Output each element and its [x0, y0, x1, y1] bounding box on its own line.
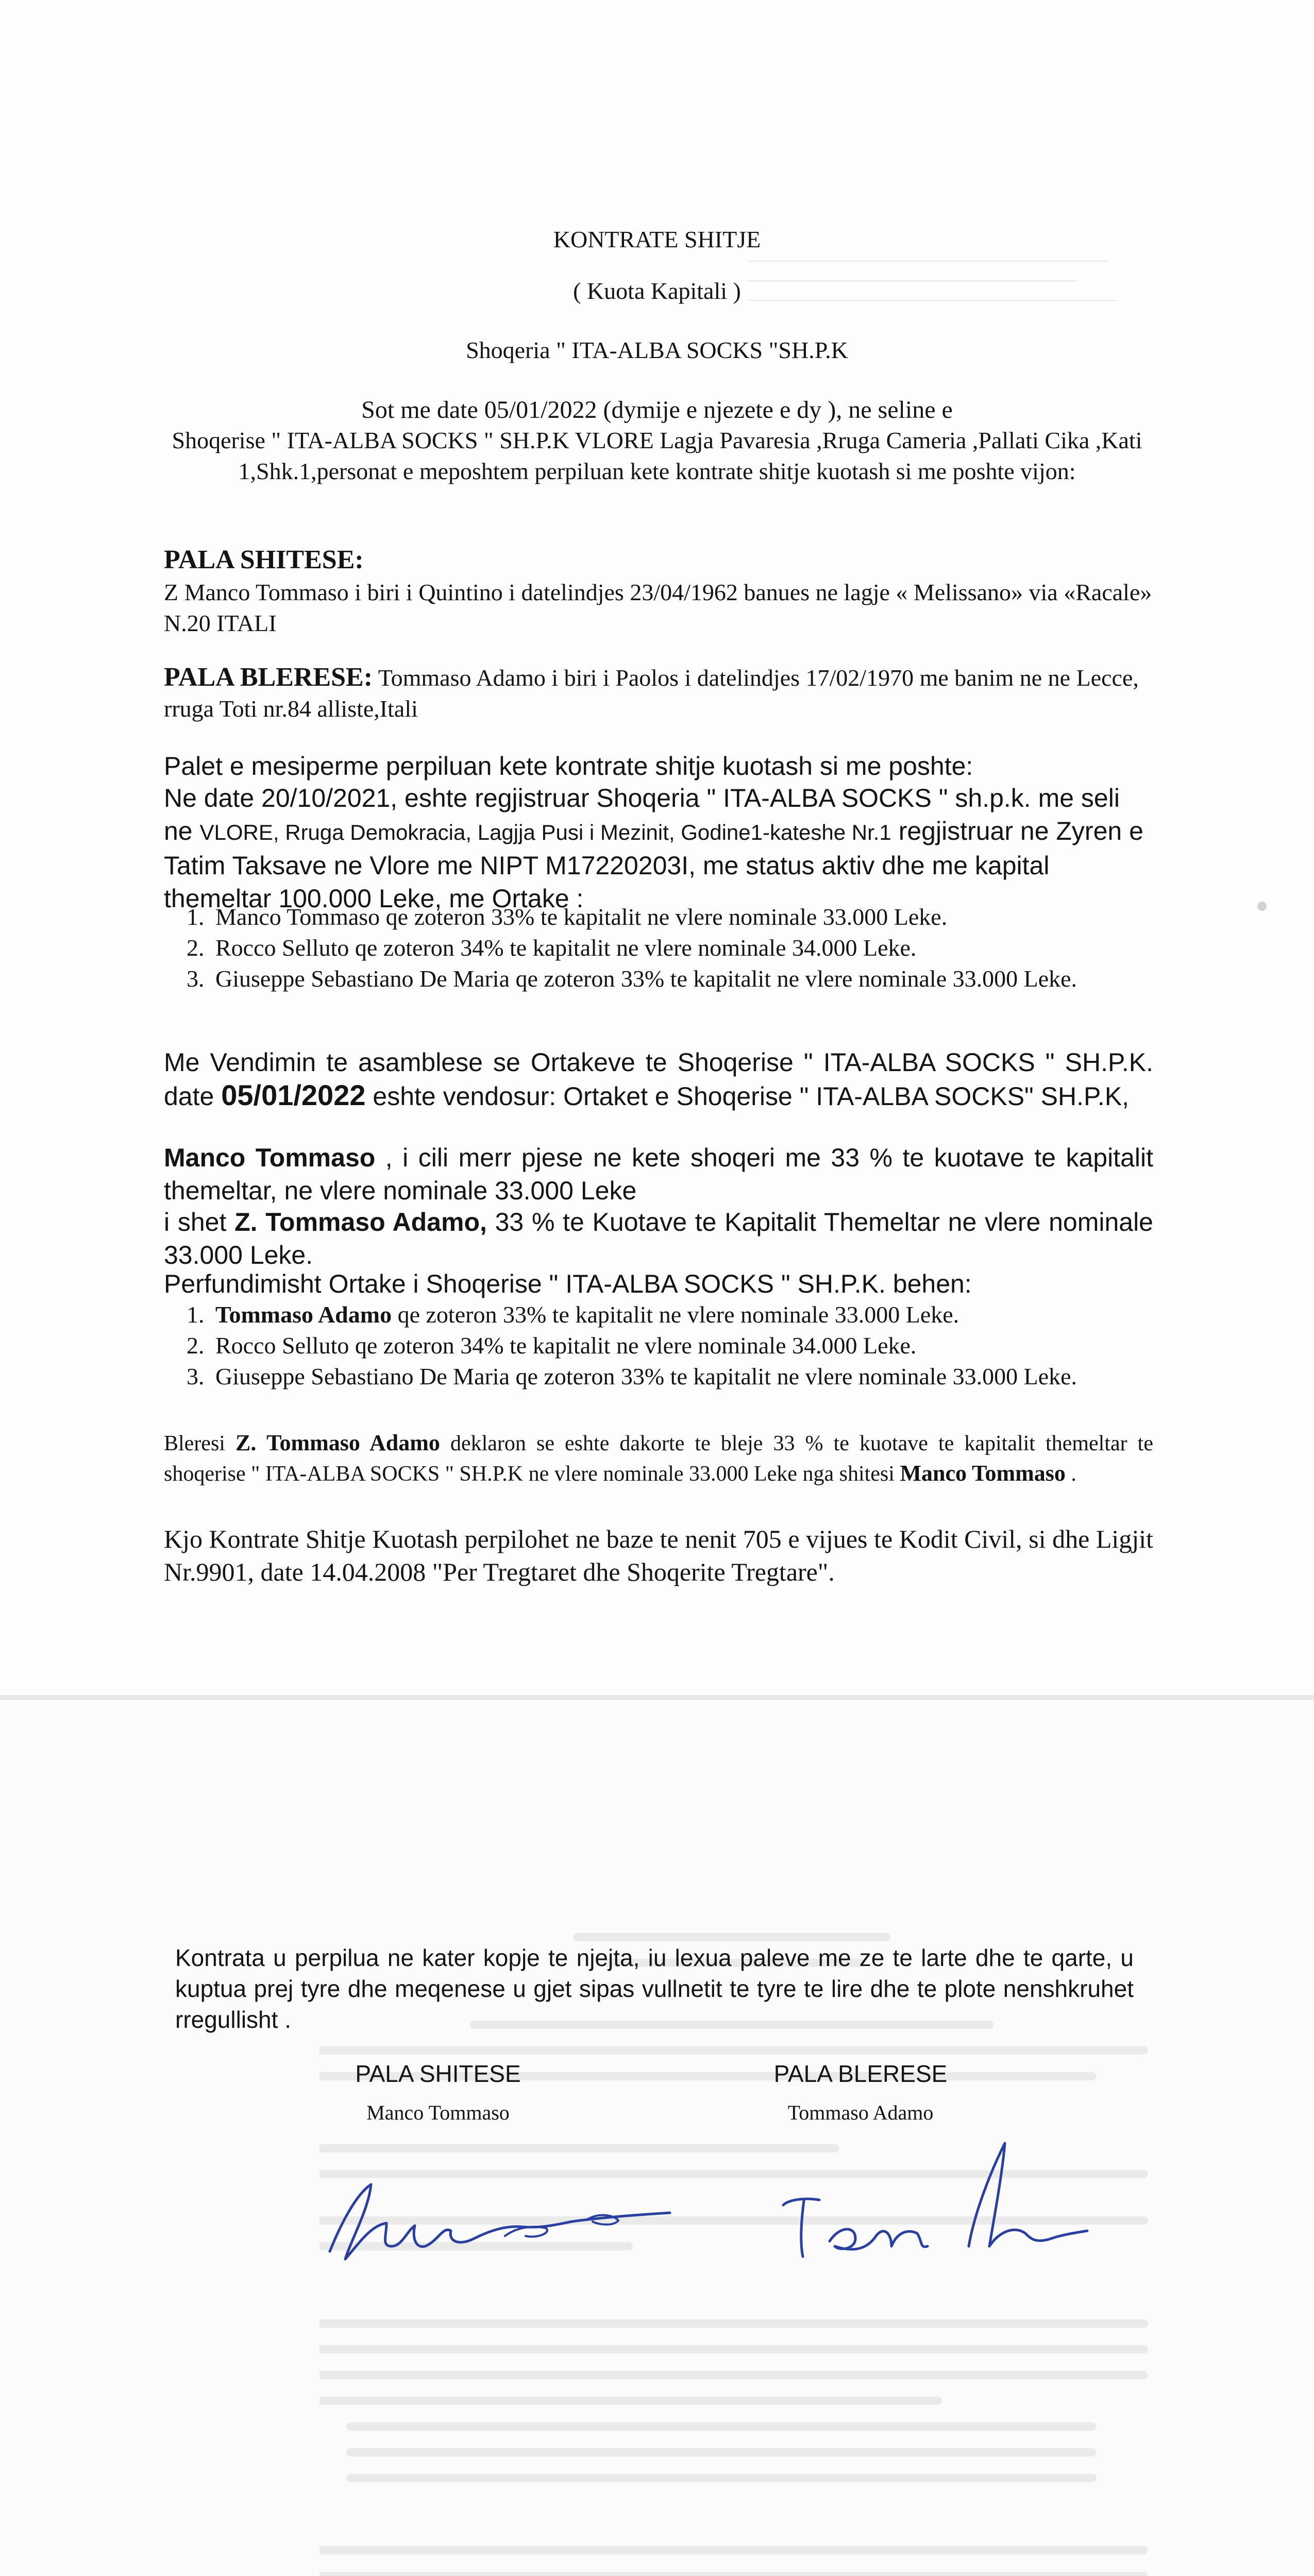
contract-title: KONTRATE SHITJE	[553, 226, 761, 252]
decision-text-2: eshte vendosur: Ortaket e Shoqerise " ITA-ALBA SOCKS" SH.P.K,	[365, 1082, 1130, 1111]
decision-paragraph	[164, 1046, 1153, 1113]
shareholders-after-list	[164, 1299, 1200, 1392]
decision-date: 05/01/2022	[221, 1079, 366, 1111]
registration-line-2: regjistruar ne Zyren e Tatim Taksave ne Vlore me NIPT M17220203I, me status aktiv dhe me kapital themeltar 100.000 Leke, me Ortake :	[164, 817, 1143, 913]
registration-line-1: Ne date 20/10/2021, eshte regjistruar Shoqeria " ITA-ALBA SOCKS " sh.p.k. me seli ne	[164, 784, 1120, 845]
seller-signature-label: PALA SHITESE	[355, 2060, 521, 2087]
parties-intro: Palet e mesiperme perpiluan kete kontrate shitje kuotash si me poshte:	[164, 752, 973, 781]
seller-name-bold: Manco Tommaso	[164, 1143, 376, 1172]
transfer-text-2c: 33 % te Kuotave te Kapitalit Themeltar ne vlere nominale 33.000 Leke.	[164, 1208, 1153, 1269]
buyer-declaration-text-2: deklaron se eshte dakorte te bleje 33 % te kuotave te kapitalit themeltar te shoqerise " ITA-ALBA SOCKS " SH.P.K ne vlere nominale 33.000 Leke nga shitesi	[164, 1432, 1153, 1486]
transfer-text-2a: i shet	[164, 1208, 235, 1236]
shareholders-before-list	[164, 902, 1200, 994]
transfer-text-1: , i cili merr pjese ne kete shoqeri me 33 % te kuotave te kapitalit themeltar, ne vlere nominale 33.000 Leke	[164, 1143, 1154, 1205]
list-item: 1. Manco Tommaso qe zoteron 33% te kapitalit ne vlere nominale 33.000 Leke.	[210, 902, 1200, 933]
seller-signature-icon	[309, 2164, 680, 2277]
buyer-signature-name: Tommaso Adamo	[787, 2101, 934, 2124]
new-shareholder-name: Tommaso Adamo	[215, 1301, 392, 1328]
buyer-declaration-text-1: Bleresi	[164, 1432, 236, 1455]
buyer-declaration	[164, 1428, 1153, 1489]
registration-block	[164, 782, 1153, 915]
company-name: Shoqeria " ITA-ALBA SOCKS "SH.P.K	[466, 337, 848, 363]
seller-signature-name: Manco Tommaso	[366, 2101, 510, 2124]
list-item: 2. Rocco Selluto qe zoteron 34% te kapitalit ne vlere nominale 34.000 Leke.	[210, 1330, 1200, 1361]
paper-speck	[1257, 902, 1267, 911]
registration-address: VLORE, Rruga Demokracia, Lagjja Pusi i Mezinit, Godine1-kateshe Nr.1	[199, 820, 891, 844]
seller-signature-block	[309, 2058, 567, 2127]
buyer-declaration-name: Z. Tommaso Adamo	[235, 1430, 440, 1455]
intro-line-2: Shoqerise " ITA-ALBA SOCKS " SH.P.K VLORE Lagja Pavaresia ,Rruga Cameria ,Pallati Cika ,Kati 1,Shk.1,personat e meposhtem perpiluan kete kontrate shitje kuotash si me poshte vijon:	[172, 427, 1142, 484]
legal-basis: Kjo Kontrate Shitje Kuotash perpilohet ne baze te nenit 705 e vijues te Kodit Civil, si dhe Ligjit Nr.9901, date 14.04.2008 "Per Tregtaret dhe Shoqerite Tregtare".	[164, 1524, 1153, 1586]
list-item: 3. Giuseppe Sebastiano De Maria qe zoteron 33% te kapitalit ne vlere nominale 33.000 Leke.	[210, 1361, 1200, 1392]
page-separator	[0, 1695, 1314, 1700]
buyer-signature-icon	[773, 2123, 1103, 2277]
closing-statement: Kontrata u perpilua ne kater kopje te njejta, iu lexua paleve me ze te larte dhe te qarte, u kuptua prej tyre dhe meqenese u gjet sipas vullnetit te tyre te lire dhe te plote nenshkruhet rregullisht .	[175, 1944, 1134, 2033]
buyer-signature-label: PALA BLERESE	[773, 2060, 948, 2087]
new-shareholder-text: qe zoteron 33% te kapitalit ne vlere nominale 33.000 Leke.	[392, 1301, 959, 1328]
list-item	[210, 1299, 1200, 1330]
seller-details: Z Manco Tommaso i biri i Quintino i datelindjes 23/04/1962 banues ne lagje « Melissano» via «Racale» N.20 ITALI	[164, 579, 1152, 636]
buyer-heading: PALA BLERESE:	[164, 663, 373, 692]
buyer-declaration-end: .	[1065, 1462, 1076, 1486]
buyer-declaration-seller: Manco Tommaso	[900, 1461, 1066, 1486]
buyer-section	[164, 662, 1153, 724]
list-item: 2. Rocco Selluto qe zoteron 34% te kapitalit ne vlere nominale 34.000 Leke.	[210, 933, 1200, 963]
buyer-name-bold: Z. Tommaso Adamo,	[234, 1208, 487, 1236]
buyer-signature-block	[732, 2058, 989, 2127]
final-shareholders-intro: Perfundimisht Ortake i Shoqerise " ITA-ALBA SOCKS " SH.P.K. behen:	[164, 1269, 972, 1298]
buyer-details: Tommaso Adamo i biri i Paolos i datelindjes 17/02/1970 me banim ne ne Lecce, rruga Toti nr.84 alliste,Itali	[164, 665, 1139, 722]
decision-text-1: Me Vendimin te asamblese se Ortakeve te Shoqerise " ITA-ALBA SOCKS " SH.P.K. date	[164, 1048, 1153, 1111]
contract-subtitle: ( Kuota Kapitali )	[573, 278, 741, 304]
transfer-paragraph-1	[164, 1141, 1153, 1207]
seller-heading: PALA SHITESE:	[164, 545, 364, 574]
transfer-paragraph-2	[164, 1206, 1153, 1272]
intro-line-1: Sot me date 05/01/2022 (dymije e njezete e dy ), ne seline e	[361, 396, 953, 423]
list-item: 3. Giuseppe Sebastiano De Maria qe zoteron 33% te kapitalit ne vlere nominale 33.000 Leke.	[210, 963, 1200, 994]
contract-page-2	[0, 1700, 1314, 2576]
